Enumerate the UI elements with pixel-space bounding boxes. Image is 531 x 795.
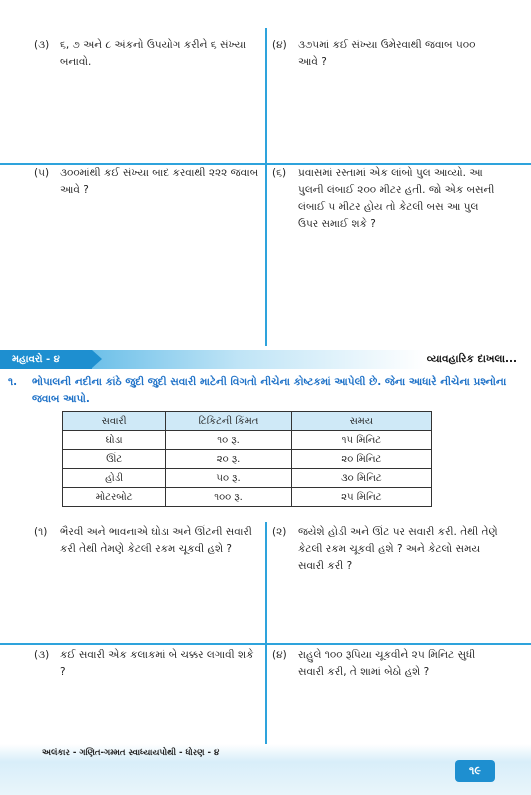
column-divider-top xyxy=(265,28,267,346)
ride-table xyxy=(62,411,432,507)
table-row xyxy=(63,469,432,488)
question-6 xyxy=(272,165,498,233)
task-number: ૧. xyxy=(8,376,18,388)
cell-time: ૩૦ મિનિટ xyxy=(291,469,431,488)
question-number: (૪) xyxy=(272,39,287,51)
task-instruction xyxy=(8,374,518,408)
question-b4 xyxy=(272,647,498,681)
question-number: (૧) xyxy=(34,526,48,538)
question-text: ભૈરવી અને ભાવનાએ ઘોડા અને ઊંટની સવારી કરી તેથી તેમણે કેટલી રકમ ચૂકવી હશે ? xyxy=(60,526,252,555)
question-number: (૪) xyxy=(272,649,287,661)
cell-price: ૫૦ રૂ. xyxy=(166,469,291,488)
question-number: (૫) xyxy=(34,167,50,179)
question-text: ૩૭૫માં કઈ સંખ્યા ઉમેરવાથી જવાબ ૫૦૦ આવે ? xyxy=(298,39,476,68)
question-text: રાહુલે ૧૦૦ રૂપિયા ચૂકવીને ૨૫ મિનિટ સુધી સવારી કરી, તે શામાં બેઠો હશે ? xyxy=(298,649,476,678)
table-row xyxy=(63,450,432,469)
question-b3 xyxy=(34,647,260,681)
question-number: (૬) xyxy=(272,167,287,179)
question-text: પ્રવાસમાં રસ્તામાં એક લાંબો પુલ આવ્યો. આ પુલની લંબાઈ ૨૦૦ મીટર હતી. જો એક બસની લંબાઈ ૫ મીટર હોય તો કેટલી બસ આ પુલ ઉપર સમાઈ શકે ? xyxy=(298,167,495,230)
table-header-row xyxy=(63,412,432,431)
question-number: (૨) xyxy=(272,526,287,538)
cell-time: ૨૦ મિનિટ xyxy=(291,450,431,469)
header-price: ટિકિટની કિંમત xyxy=(166,412,291,431)
cell-price: ૧૦૦ રૂ. xyxy=(166,488,291,507)
cell-ride: ઊંટ xyxy=(63,450,166,469)
question-b2 xyxy=(272,524,498,575)
cell-time: ૧૫ મિનિટ xyxy=(291,431,431,450)
question-number: (૩) xyxy=(34,649,50,661)
question-text: ૩૦૦માંથી કઈ સંખ્યા બાદ કરવાથી ૨૨૨ જવાબ આવે ? xyxy=(60,167,259,196)
task-text: ભોપાલની નદીના કાંઠે જુદી જુદી સવારી માટેની વિગતો નીચેના કોષ્ટકમાં આપેલી છે. જેના આધારે નીચેના પ્રશ્નોના જવાબ આપો. xyxy=(32,376,507,405)
column-divider-bottom xyxy=(265,522,267,747)
question-b1 xyxy=(34,524,260,558)
table-row xyxy=(63,488,432,507)
cell-price: ૧૦ રૂ. xyxy=(166,431,291,450)
question-3 xyxy=(34,37,260,71)
page-number: ૧૯ xyxy=(455,760,495,782)
cell-price: ૨૦ રૂ. xyxy=(166,450,291,469)
cell-ride: મોટરબોટ xyxy=(63,488,166,507)
cell-ride: ઘોડા xyxy=(63,431,166,450)
question-4 xyxy=(272,37,498,71)
cell-ride: હોડી xyxy=(63,469,166,488)
table-row xyxy=(63,431,432,450)
question-text: જયેશે હોડી અને ઊંટ પર સવારી કરી. તેથી તેણે કેટલી રકમ ચૂકવી હશે ? અને કેટલો સમય સવારી કરી ? xyxy=(298,526,498,572)
question-5 xyxy=(34,165,260,199)
header-ride: સવારી xyxy=(63,412,166,431)
row-divider-bottom xyxy=(0,643,531,645)
footer-text: અલંકાર - ગણિત-ગમ્મત સ્વાધ્યાયપોથી - ધોરણ - ૪ xyxy=(42,748,220,758)
exercise-label: મહાવરો - ૪ xyxy=(0,350,92,369)
question-text: ૬, ૭ અને ૮ અંકનો ઉપયોગ કરીને ૬ સંખ્યા બનાવો. xyxy=(60,39,247,68)
cell-time: ૨૫ મિનિટ xyxy=(291,488,431,507)
question-text: કઈ સવારી એક કલાકમાં બે ચક્કર લગાવી શકે ? xyxy=(60,649,254,678)
header-time: સમય xyxy=(291,412,431,431)
question-number: (૩) xyxy=(34,39,50,51)
exercise-title: વ્યાવહારિક દાખલા... xyxy=(426,353,517,365)
